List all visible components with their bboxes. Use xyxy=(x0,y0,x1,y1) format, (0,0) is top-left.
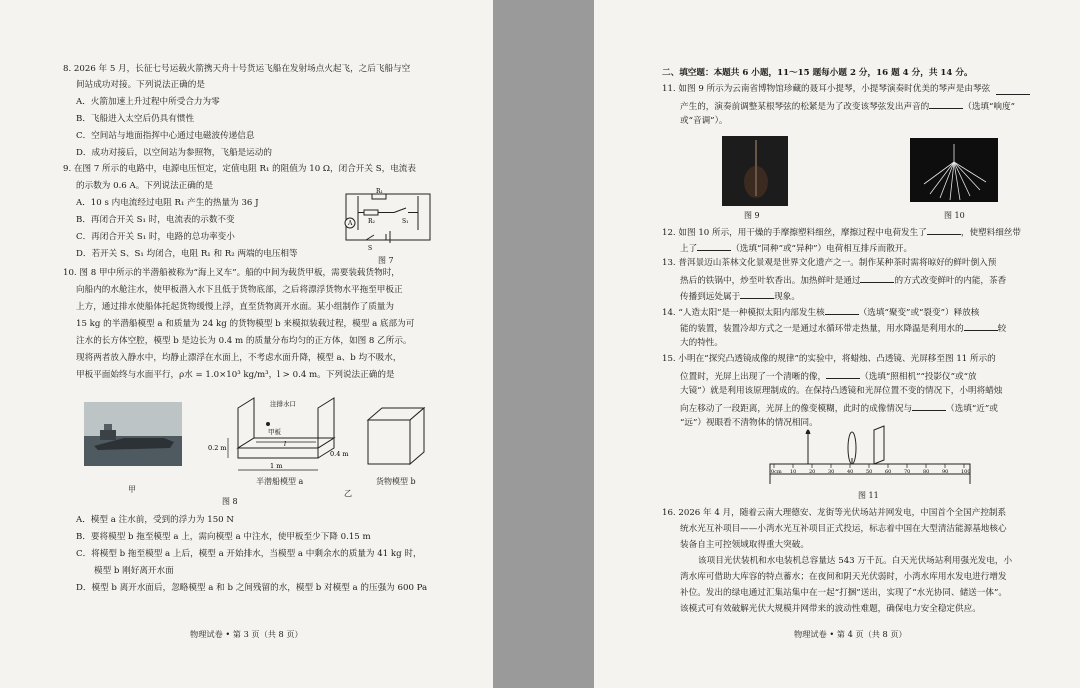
q12-line2 xyxy=(680,242,912,255)
q15-line4-text: 向左移动了一段距离，光屏上的像变模糊，此时的成像情况与 xyxy=(680,404,913,414)
q15-line2-text: 位置时，光屏上出现了一个清晰的像， xyxy=(680,372,827,382)
ruler-tick-label: 80 xyxy=(923,469,930,475)
q13-line3-text: 传播到远处属于 xyxy=(680,292,741,302)
r2-label: R₂ xyxy=(368,218,375,225)
q16-line3: 装备自主可控领域取得重大突破。 xyxy=(680,540,809,550)
q14-line1-tail: （选填“聚变”或“裂变”）释放核 xyxy=(858,308,980,318)
q15-blank-1 xyxy=(826,370,860,379)
ruler-tick-label: 60 xyxy=(885,469,892,475)
q16-line4: 该项目光伏装机和水电装机总容量达 543 万千瓦。白天光伏场站利用强光发电，小 xyxy=(698,556,1013,566)
q15-line3: 大镜”）就是利用该原理制成的。在保持凸透镜和光屏位置不变的情况下，小明将蜡烛 xyxy=(680,386,1003,396)
model-b-cube xyxy=(364,404,430,466)
fig10-caption: 图 10 xyxy=(944,211,965,220)
q11-line2-tail: （选填“响度” xyxy=(963,102,1015,112)
q10-line6: 现将两者放入静水中，均静止漂浮在水面上，不考虑水面升降，模型 a、b 均不吸水， xyxy=(76,353,402,363)
fig9-caption: 图 9 xyxy=(744,211,760,220)
l-label: l xyxy=(284,440,287,448)
q12-line1-text: 12. 如图 10 所示，用干燥的手摩擦塑料细丝，摩擦过程中电荷发生了 xyxy=(662,228,927,238)
s1-label: S₁ xyxy=(402,218,409,225)
q14-line1-text: 14. “人造太阳”是一种模拟太阳内部发生核 xyxy=(662,308,825,318)
q13-blank-1 xyxy=(860,274,894,283)
q16-line6: 补位。发出的绿电通过汇集站集中在一起“打捆”送出，实现了“水光协同、储送一体”。 xyxy=(680,588,1007,598)
model-b-caption: 货物模型 b xyxy=(376,477,416,486)
q9-option-d: D．若开关 S、S₁ 均闭合，电阻 R₁ 和 R₂ 两端的电压相等 xyxy=(76,249,298,259)
ruler-tick-label: 100 xyxy=(961,469,971,475)
q12-blank-1 xyxy=(927,226,961,235)
model-a-diagram xyxy=(208,394,358,486)
q9-option-c: C．再闭合开关 S₁ 时，电路的总功率变小 xyxy=(76,232,235,242)
fig7-caption: 图 7 xyxy=(378,256,394,265)
q12-line2-text: 上了 xyxy=(680,244,698,254)
q11-blank-1 xyxy=(996,86,1030,95)
q10-option-c-line1: C．将模型 b 拖至模型 a 上后，模型 a 开始排水，当模型 a 中剩余水的质量为 41 kg 时， xyxy=(76,549,422,559)
q9-stem-line1: 9. 在图 7 所示的电路中，电源电压恒定，定值电阻 R₁ 的阻值为 10 Ω，闭合开关 S，电流表 xyxy=(63,164,416,174)
q12-line2-tail: （选填“同种”或“异种”）电荷相互排斥而散开。 xyxy=(731,244,913,254)
q11-blank-2 xyxy=(929,100,963,109)
optical-bench-diagram xyxy=(760,424,980,486)
semi-submersible-ship-photo xyxy=(84,402,182,466)
q10-line2: 向船内的水舱注水，使甲板潜入水下且低于货物底部，之后将漂浮货物水平拖至甲板正 xyxy=(76,285,403,295)
q14-blank-2 xyxy=(964,322,998,331)
q13-line1: 13. 普洱景迈山茶林文化景观是世界文化遗产之一。制作某种茶时需将晾好的鲜叶倒入预 xyxy=(662,258,997,268)
q11-line1: 11. 如图 9 所示为云南省博物馆珍藏的聂耳小提琴，小提琴演奏时优美的琴声是由琴弦 xyxy=(662,84,991,94)
deck-label: 甲板 xyxy=(268,428,281,436)
q13-line3 xyxy=(680,290,800,303)
page-3-footer: 物理试卷 • 第 3 页（共 8 页） xyxy=(190,629,303,639)
ruler-tick-label: 50 xyxy=(866,469,873,475)
q16-line2: 统水光互补项目——小湾水光互补项目正式投运，标志着中国在大型清洁能源基地核心 xyxy=(680,524,1007,534)
q16-line5: 湾水库可借助大库容的特点蓄水；在夜间和阴天光伏弱时，小湾水库用水发电进行增发 xyxy=(680,572,1007,582)
q10-line5: 注水的长方体空腔，模型 b 是边长为 0.4 m 的质量分布均匀的正方体，如图 8 乙所示。 xyxy=(76,336,412,346)
q14-line2-text: 能的装置，装置冷却方式之一是通过水循环带走热量，用水降温是利用水的 xyxy=(680,324,964,334)
exam-page-3 xyxy=(0,0,493,688)
q10-line1: 10. 图 8 甲中所示的半潜船被称为“海上叉车”。船的中间为载货甲板，需要装载货物时， xyxy=(63,268,400,278)
q8-option-d: D．成功对接后，以空间站为参照物，飞船是运动的 xyxy=(76,148,272,158)
section-heading: 二、填空题：本题共 6 小题，11～15 题每小题 2 分，16 题 4 分，共 14 分。 xyxy=(662,68,973,78)
q14-line3: 大的特性。 xyxy=(680,338,723,348)
q12-line1 xyxy=(662,226,1021,239)
s-label: S xyxy=(368,245,373,252)
q16-line1: 16. 2026 年 4 月，随着云南大理德安、龙街等光伏场站并网发电，中国首个全国产控制系 xyxy=(662,508,1007,518)
r1-label: R₁ xyxy=(376,188,383,195)
ruler-tick-label: 40 xyxy=(847,469,854,475)
q16-line7: 该模式可有效破解光伏大规模并网带来的波动性难题，确保电力安全稳定供应。 xyxy=(680,604,981,614)
q9-option-a: A．10 s 内电流经过电阻 R₁ 产生的热量为 36 J xyxy=(76,198,259,208)
q13-line2 xyxy=(680,274,1006,287)
ruler-tick-label: 0cm xyxy=(771,469,782,475)
q8-option-a: A．火箭加速上升过程中所受合力为零 xyxy=(76,97,220,107)
q15-line4-tail: （选填“近”或 xyxy=(946,404,998,414)
ruler-tick-label: 70 xyxy=(904,469,911,475)
q10-option-a: A．模型 a 注水前，受到的浮力为 150 N xyxy=(76,515,234,525)
q9-stem-line2: 的示数为 0.6 A。下列说法正确的是 xyxy=(76,181,214,191)
fig11-caption: 图 11 xyxy=(858,491,879,500)
q8-option-c: C．空间站与地面指挥中心通过电磁波传递信息 xyxy=(76,131,255,141)
q11-line2 xyxy=(680,100,1015,113)
q10-option-d: D．模型 b 离开水面后，忽略模型 a 和 b 之间残留的水，模型 b 对模型 a 的压强为 600 Pa xyxy=(76,583,428,593)
exam-page-4 xyxy=(594,0,1080,688)
q15-line2 xyxy=(680,370,977,383)
ruler-tick-label: 90 xyxy=(942,469,949,475)
ruler-tick-label: 30 xyxy=(828,469,835,475)
violin-photo xyxy=(722,136,788,206)
q14-line2 xyxy=(680,322,1006,335)
q10-line4: 15 kg 的半潜船模型 a 和质量为 24 kg 的货物模型 b 来模拟装载过程，模型 a 底部为可 xyxy=(76,319,415,329)
q8-option-b: B．飞船进入太空后仍具有惯性 xyxy=(76,114,195,124)
q10-option-b: B．要将模型 b 拖至模型 a 上，需向模型 a 中注水，使甲板至少下降 0.15 m xyxy=(76,532,371,542)
model-a-caption: 半潜船模型 a xyxy=(256,477,304,486)
q14-line1 xyxy=(662,306,979,319)
inlet-label: 注排水口 xyxy=(270,400,296,408)
q13-line2-text: 热后的铁锅中，炒至叶软香出。加热鲜叶是通过 xyxy=(680,276,861,286)
q8-stem-line1: 8. 2026 年 5 月，长征七号运载火箭携天舟十号货运飞船在发射场点火起飞，之后飞船与空 xyxy=(63,64,411,74)
h02-label: 0.2 m xyxy=(208,444,227,452)
w1-label: 1 m xyxy=(270,462,283,470)
q11-line3: 或“音调”）。 xyxy=(680,116,728,126)
q14-blank-1 xyxy=(825,306,859,315)
q15-line5: “远”）视眼看不清物体的情况相同。 xyxy=(680,418,818,428)
q15-line1: 15. 小明在“探究凸透镜成像的规律”的实验中，将蜡烛、凸透镜、光屏移至图 11 所示的 xyxy=(662,354,996,364)
q10-line3: 上方，通过排水使船体托起货物缓慢上浮，直至货物离开水面。某小组制作了质量为 xyxy=(76,302,394,312)
q13-line2-tail: 的方式改变鲜叶的内能，茶香 xyxy=(894,276,1007,286)
q12-line1-tail: ，使塑料细丝带 xyxy=(960,228,1022,238)
q11-line2-text: 产生的，演奏前调整某根琴弦的松紧是为了改变该琴弦发出声音的 xyxy=(680,102,930,112)
q13-line3-tail: 现象。 xyxy=(774,292,800,302)
ammeter-label: A xyxy=(348,220,353,227)
fig8-yi-label: 乙 xyxy=(344,489,352,498)
q12-blank-2 xyxy=(697,242,731,251)
q14-line2-tail: 较 xyxy=(997,324,1007,334)
q10-line7: 甲板平面始终与水面平行，ρ水 = 1.0×10³ kg/m³，l > 0.4 m。下列说法正确的是 xyxy=(76,370,395,380)
q15-blank-2 xyxy=(912,402,946,411)
q13-blank-2 xyxy=(740,290,774,299)
q8-stem-line2: 间站成功对接。下列说法正确的是 xyxy=(76,80,205,90)
page-4-footer: 物理试卷 • 第 4 页（共 8 页） xyxy=(794,629,907,639)
circuit-diagram-fig7 xyxy=(338,188,438,256)
q15-line2-tail: （选填“照相机”“投影仪”或“放 xyxy=(860,372,977,382)
d04-label: 0.4 m xyxy=(330,450,349,458)
q9-option-b: B．再闭合开关 S₁ 时，电流表的示数不变 xyxy=(76,215,235,225)
q10-option-c-line2: 模型 b 刚好离开水面 xyxy=(94,566,174,576)
ruler-tick-label: 20 xyxy=(809,469,816,475)
fig8-jia-label: 甲 xyxy=(128,485,136,494)
q15-line4 xyxy=(680,402,998,415)
ruler-tick-label: 10 xyxy=(790,469,797,475)
fig8-caption: 图 8 xyxy=(222,497,238,506)
plastic-strings-photo xyxy=(910,138,998,202)
